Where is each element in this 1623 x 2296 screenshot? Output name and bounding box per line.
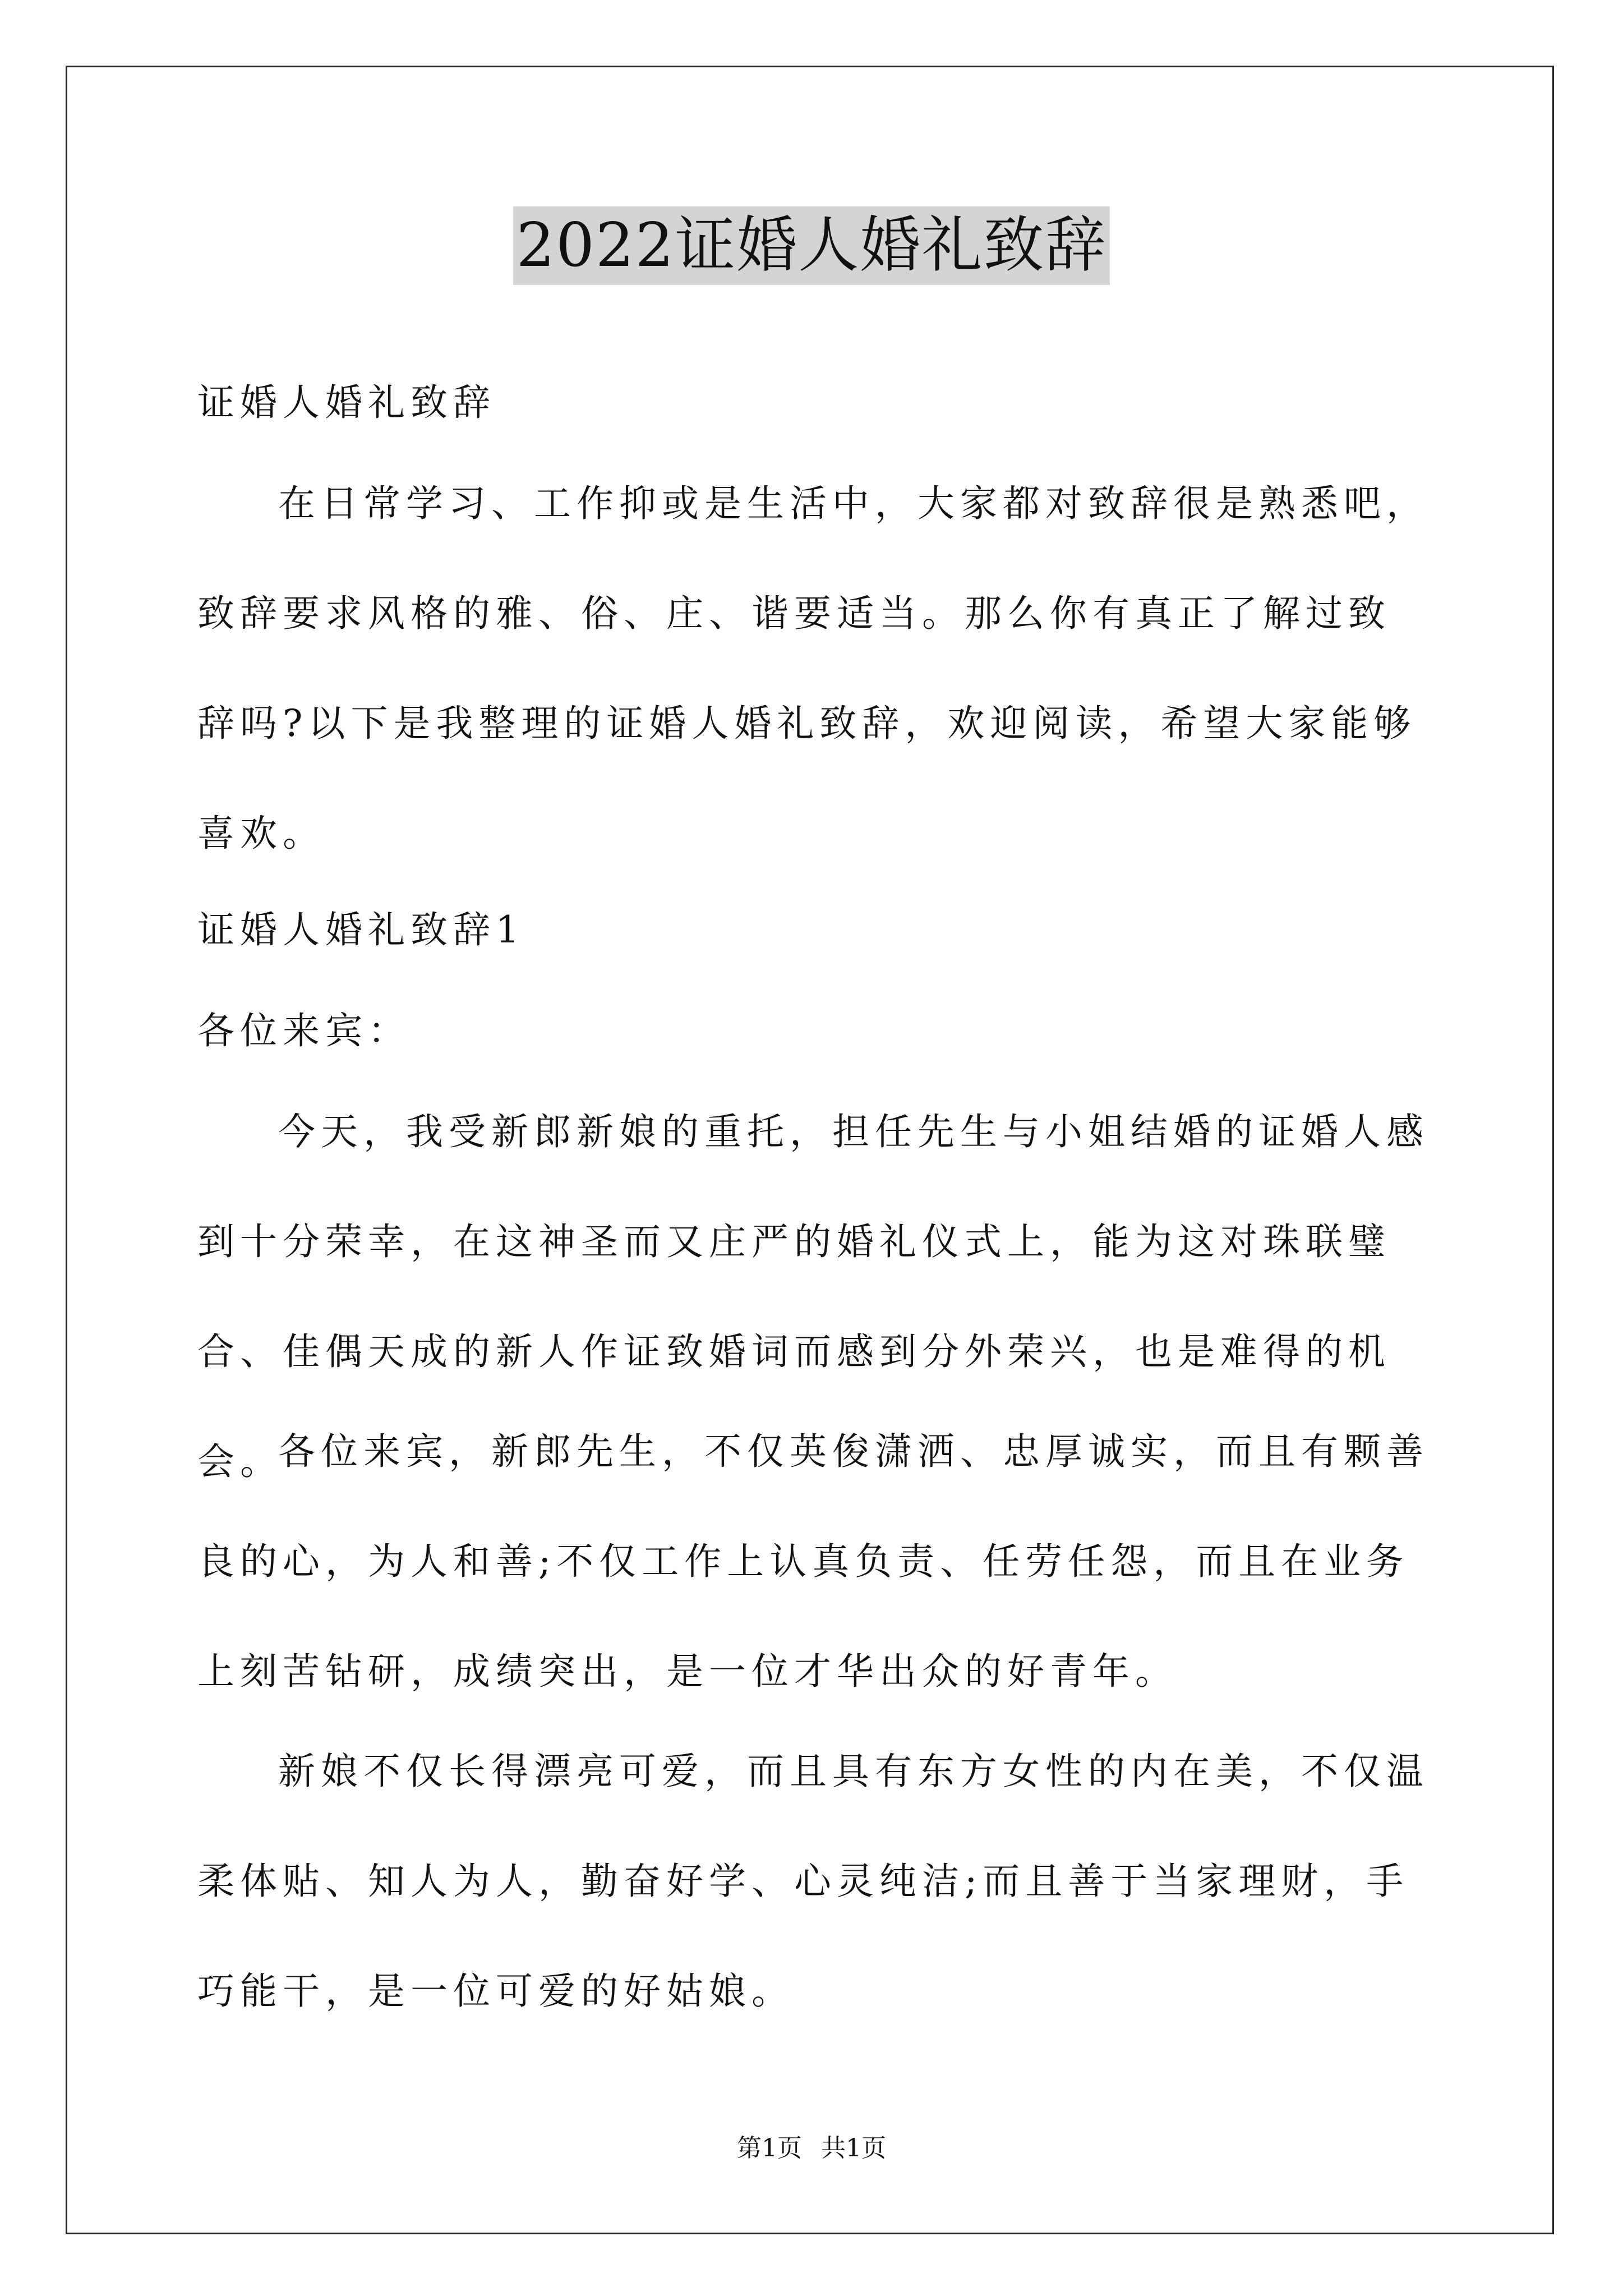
page-number: 第1页: [737, 2134, 802, 2162]
document-title: 2022证婚人婚礼致辞: [513, 206, 1110, 285]
body-paragraph-1: 今天，我受新郎新娘的重托，担任先生与小姐结婚的证婚人感到十分荣幸，在这神圣而又庄严的婚礼仪式上，能为这对珠联璧合、佳偶天成的新人作证致婚词而感到分外荣兴，也是难得的机会。: [197, 1110, 1429, 1483]
intro-paragraph: 在日常学习、工作抑或是生活中，大家都对致辞很是熟悉吧，致辞要求风格的雅、俗、庄、谐要适当。那么你有真正了解过致辞吗?以下是我整理的证婚人婚礼致辞，欢迎阅读，希望大家能够喜欢。: [197, 482, 1429, 855]
section-heading: 证婚人婚礼致辞1: [197, 908, 525, 951]
page-footer: [0, 2132, 1623, 2165]
salutation: 各位来宾：: [197, 1009, 411, 1052]
body-paragraph-2: 各位来宾，新郎先生，不仅英俊潇洒、忠厚诚实，而且有颗善良的心，为人和善;不仅工作上认真负责、任劳任怨，而且在业务上刻苦钻研，成绩突出，是一位才华出众的好青年。: [197, 1430, 1429, 1693]
body-paragraph-3: 新娘不仅长得漂亮可爱，而且具有东方女性的内在美，不仅温柔体贴、知人为人，勤奋好学、心灵纯洁;而且善于当家理财，手巧能干，是一位可爱的好姑娘。: [197, 1750, 1429, 2013]
title-container: [0, 206, 1623, 285]
page-total: 共1页: [821, 2134, 886, 2162]
heading: 证婚人婚礼致辞: [197, 381, 496, 424]
